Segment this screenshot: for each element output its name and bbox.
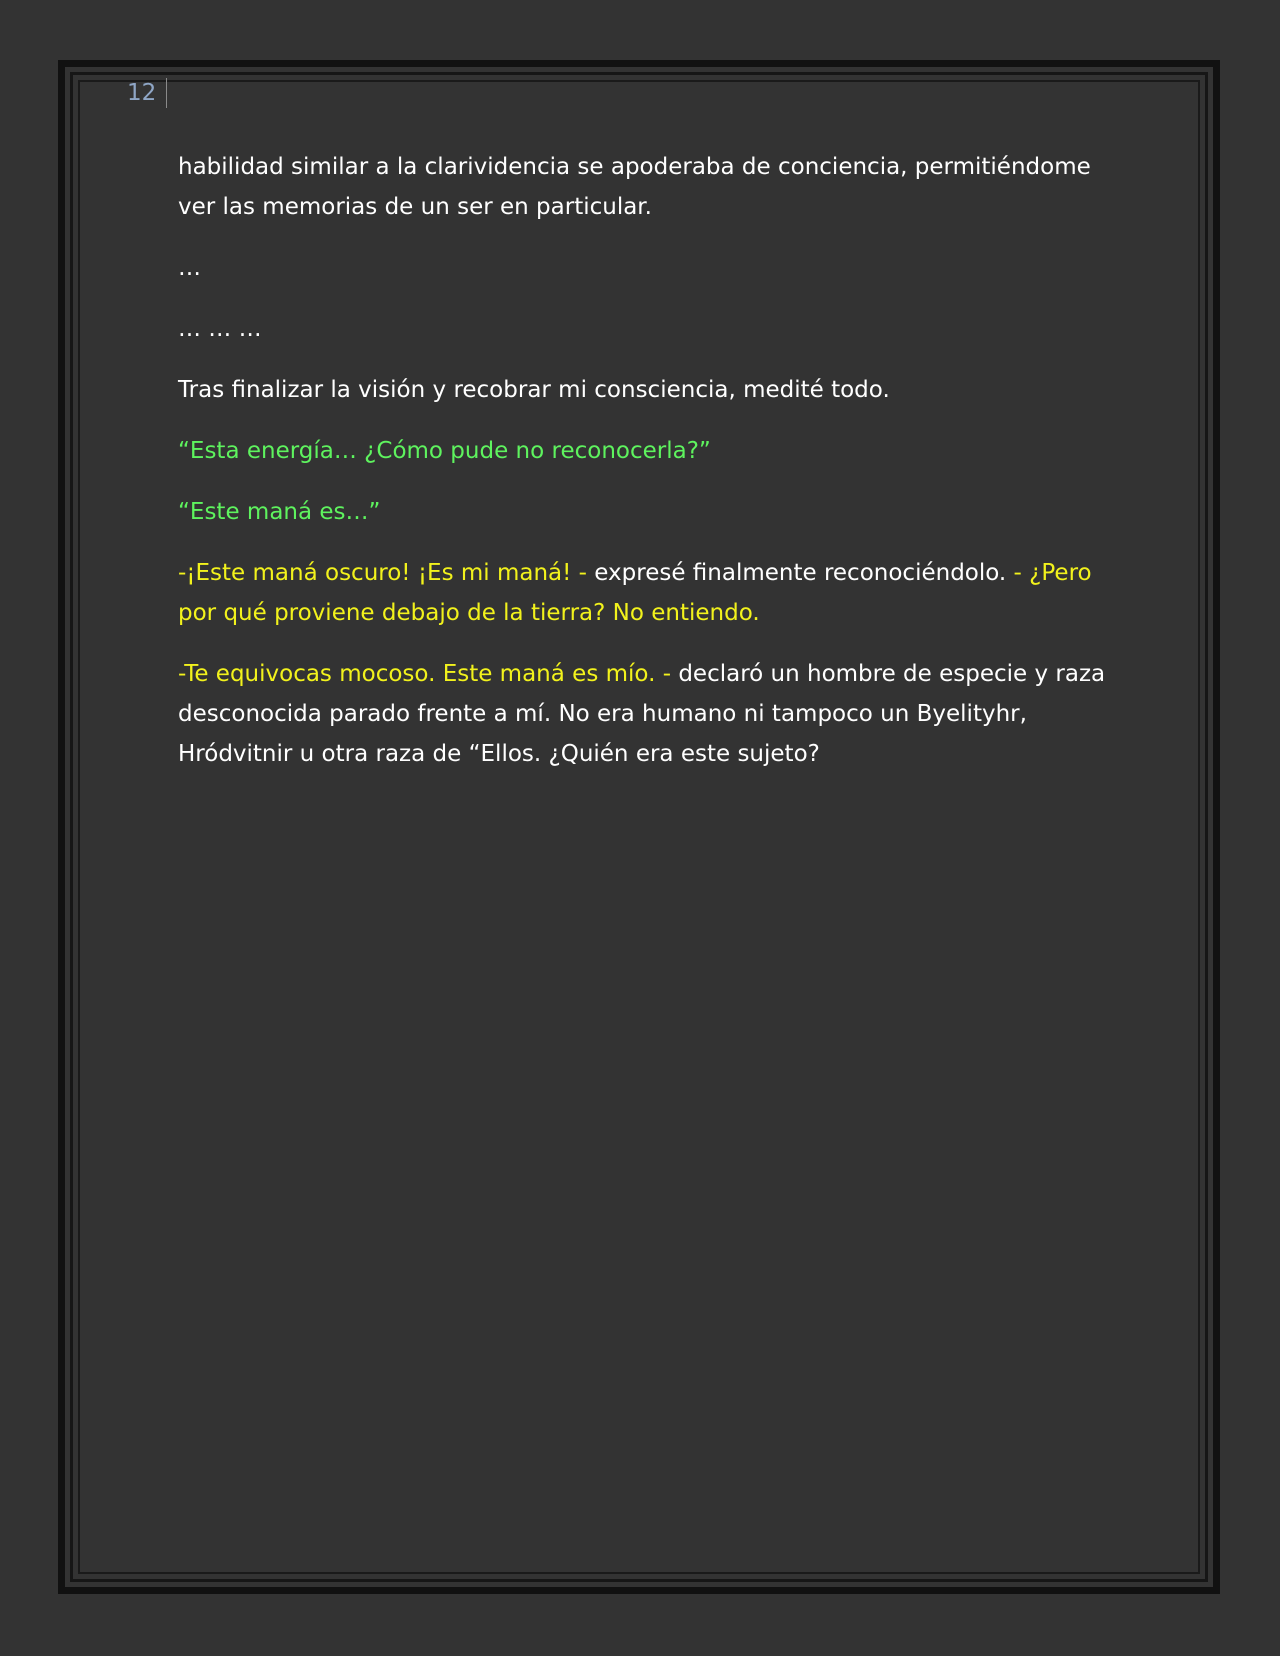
paragraph-triple-ellipsis [178, 309, 1113, 349]
ellipsis-text: … … … [178, 316, 262, 342]
paragraph-dialogue-stranger [178, 654, 1113, 774]
narration-text: expresé finalmente reconociéndolo. [594, 560, 1014, 586]
paragraph-vision-end [178, 370, 1113, 410]
paragraph-dialogue-dark-mana [178, 553, 1113, 633]
narration-text: Tras finalizar la visión y recobrar mi consciencia, medité todo. [178, 377, 890, 403]
paragraph-clairvoyance [178, 147, 1113, 227]
narration-text: declaró un hombre de especie y raza desconocida parado frente a mí. No era humano ni tampoco un Byelityhr, Hródvitnir u otra raza de “Ellos. ¿Quién era este sujeto? [178, 661, 1113, 767]
dialogue-text: - ¿Pero por qué proviene debajo de la tierra? No entiendo. [178, 560, 1099, 626]
paragraph-thought-mana [178, 492, 1113, 532]
dialogue-text: -Te equivocas mocoso. Este maná es mío. - [178, 661, 679, 687]
page-number: 12 [127, 78, 167, 108]
thought-text: “Este maná es…” [178, 499, 381, 525]
ellipsis-text: … [178, 255, 201, 281]
thought-text: “Esta energía… ¿Cómo pude no reconocerla?” [178, 438, 711, 464]
dialogue-text: -¡Este maná oscuro! ¡Es mi maná! - [178, 560, 595, 586]
narration-text: habilidad similar a la clarividencia se apoderaba de conciencia, permitiéndome ver las memorias de un ser en particular. [178, 154, 1099, 220]
paragraph-ellipsis [178, 248, 1113, 288]
paragraph-thought-energy [178, 431, 1113, 471]
page-body [178, 147, 1113, 795]
